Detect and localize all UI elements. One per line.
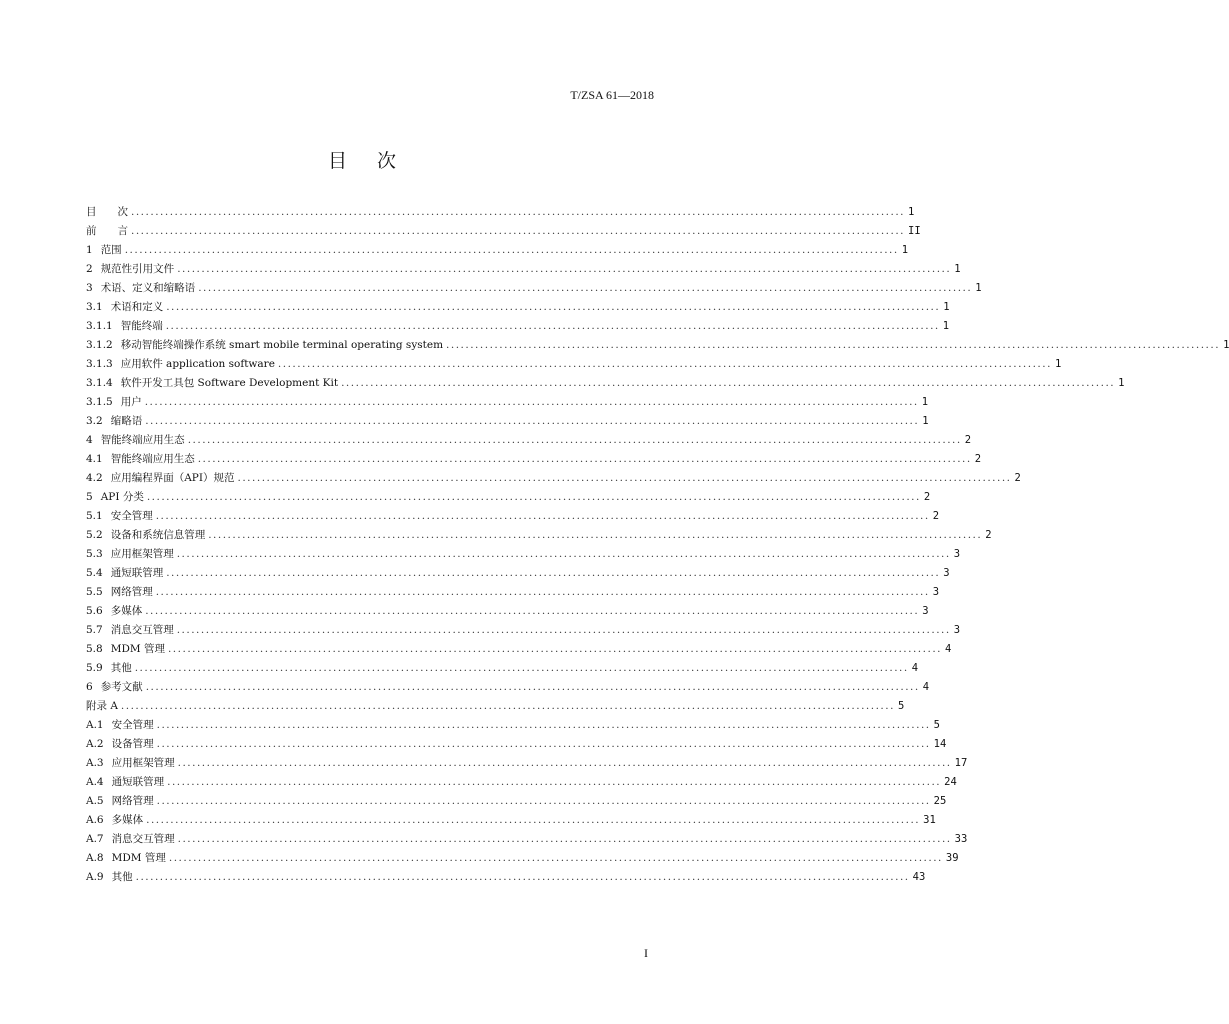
toc-entry-page: 2 xyxy=(923,491,931,503)
toc-entry-number: 3.1.4 xyxy=(86,377,113,389)
toc-entry-page: 4 xyxy=(945,643,952,655)
toc-entry-number: 5.1 xyxy=(86,510,103,522)
toc-entry-label: 应用框架管理 xyxy=(111,757,175,769)
toc-entry-page: 4 xyxy=(922,681,930,693)
toc-entry-page: 24 xyxy=(944,776,957,788)
toc-dot-leader: ................................................................................................................................................................ xyxy=(166,301,941,313)
toc-entry-page: 1 xyxy=(921,396,929,408)
toc-entry-label: 通短联管理 xyxy=(111,776,165,788)
toc-entry[interactable] xyxy=(86,260,961,279)
toc-entry-label: 规范性引用文件 xyxy=(100,263,175,275)
toc-entry-page: 1 xyxy=(943,301,950,313)
toc-entry[interactable] xyxy=(86,830,968,849)
toc-entry[interactable] xyxy=(86,355,1062,374)
toc-entry-label: 安全管理 xyxy=(110,510,153,522)
toc-entry-label: 附录 A xyxy=(86,700,118,712)
toc-entry-number: A.6 xyxy=(86,814,104,826)
toc-entry[interactable] xyxy=(86,792,947,811)
toc-entry-number: A.4 xyxy=(86,776,104,788)
toc-entry[interactable] xyxy=(86,716,940,735)
toc-entry[interactable] xyxy=(86,241,909,260)
toc-entry-label: MDM 管理 xyxy=(111,852,166,864)
toc-entry-label: 通短联管理 xyxy=(110,567,164,579)
toc-entry-number: A.1 xyxy=(86,719,104,731)
toc-entry-page: 1 xyxy=(901,244,909,256)
toc-entry-number: 3.2 xyxy=(86,415,103,427)
toc-entry[interactable] xyxy=(86,298,950,317)
toc-dot-leader: ................................................................................................................................................................ xyxy=(156,738,931,750)
toc-entry-page: 4 xyxy=(911,662,919,674)
toc-entry-page: 17 xyxy=(954,757,968,769)
toc-entry-page: 2 xyxy=(974,453,982,465)
toc-entry[interactable] xyxy=(86,469,1021,488)
toc-entry-page: 1 xyxy=(954,263,961,275)
toc-title: 目次 xyxy=(327,150,426,172)
toc-entry-page: 39 xyxy=(945,852,959,864)
toc-entry-label: 缩略语 xyxy=(110,415,143,427)
toc-dot-leader: ................................................................................................................................................................ xyxy=(277,358,1052,370)
toc-entry-page: 1 xyxy=(1223,339,1229,351)
toc-dot-leader: ................................................................................................................................................................ xyxy=(131,206,906,218)
toc-entry[interactable] xyxy=(86,374,1125,393)
toc-entry-label: 其他 xyxy=(110,662,132,674)
toc-dot-leader: ................................................................................................................................................................ xyxy=(135,871,910,883)
toc-entry-page: 3 xyxy=(922,605,929,617)
toc-entry-page: 3 xyxy=(943,567,950,579)
toc-entry[interactable] xyxy=(86,526,992,545)
toc-entry-label: 应用软件 application software xyxy=(120,358,275,370)
toc-entry-number: 5.9 xyxy=(86,662,103,674)
toc-entry[interactable] xyxy=(86,393,929,412)
toc-entry-number: 3.1.1 xyxy=(86,320,113,332)
toc-entry-number: 3.1.5 xyxy=(86,396,113,408)
toc-entry[interactable] xyxy=(86,754,968,773)
toc-dot-leader: ................................................................................................................................................................ xyxy=(146,814,921,826)
toc-dot-leader: ................................................................................................................................................................ xyxy=(446,339,1221,351)
toc-entry-page: 3 xyxy=(932,586,940,598)
toc-entry[interactable] xyxy=(86,659,919,678)
toc-entry[interactable] xyxy=(86,450,982,469)
toc-entry-label: API 分类 xyxy=(100,491,144,503)
toc-entry-page: 5 xyxy=(933,719,940,731)
toc-dot-leader: ................................................................................................................................................................ xyxy=(156,795,931,807)
toc-entry-page: 5 xyxy=(897,700,905,712)
toc-entry-label: 范围 xyxy=(100,244,122,256)
table-of-contents xyxy=(86,203,1229,887)
toc-entry-label: 网络管理 xyxy=(110,586,153,598)
toc-entry-page: 1 xyxy=(942,320,950,332)
toc-entry-label: 消息交互管理 xyxy=(111,833,175,845)
toc-entry-label: 智能终端应用生态 xyxy=(110,453,195,465)
toc-entry-number: 5.4 xyxy=(86,567,103,579)
toc-dot-leader: ................................................................................................................................................................ xyxy=(167,643,942,655)
toc-entry-page: 1 xyxy=(975,282,982,294)
toc-entry-label: 多媒体 xyxy=(110,605,143,617)
toc-entry-label: 应用框架管理 xyxy=(110,548,174,560)
toc-entry-number: A.3 xyxy=(86,757,104,769)
toc-entry-number: 1 xyxy=(86,244,93,256)
toc-entry[interactable] xyxy=(86,279,982,298)
toc-entry[interactable] xyxy=(86,811,936,830)
toc-entry[interactable] xyxy=(86,336,1229,355)
toc-entry-page: 2 xyxy=(1014,472,1021,484)
toc-entry-page: 2 xyxy=(985,529,992,541)
toc-entry[interactable] xyxy=(86,602,929,621)
toc-dot-leader: ................................................................................................................................................................ xyxy=(177,263,952,275)
toc-entry-number: 3.1.2 xyxy=(86,339,113,351)
toc-dot-leader: ................................................................................................................................................................ xyxy=(165,320,940,332)
toc-entry-label: 前 言 xyxy=(86,225,128,237)
toc-entry[interactable] xyxy=(86,412,929,431)
toc-entry-number: A.7 xyxy=(86,833,104,845)
toc-entry[interactable] xyxy=(86,317,950,336)
toc-entry[interactable] xyxy=(86,868,926,887)
toc-dot-leader: ................................................................................................................................................................ xyxy=(146,491,921,503)
page-number: I xyxy=(644,946,648,960)
toc-entry-label: 目 次 xyxy=(86,206,128,218)
toc-entry[interactable] xyxy=(86,697,905,716)
toc-entry-number: 5 xyxy=(86,491,93,503)
toc-entry-label: 其他 xyxy=(111,871,133,883)
toc-entry[interactable] xyxy=(86,507,940,526)
toc-dot-leader: ................................................................................................................................................................ xyxy=(177,757,952,769)
toc-entry[interactable] xyxy=(86,849,959,868)
toc-dot-leader: ................................................................................................................................................................ xyxy=(131,225,906,237)
toc-entry-number: 3.1 xyxy=(86,301,103,313)
toc-entry-label: 移动智能终端操作系统 smart mobile terminal operating system xyxy=(120,339,444,351)
toc-entry-number: A.9 xyxy=(86,871,104,883)
toc-entry-page: 25 xyxy=(933,795,947,807)
toc-entry-page: 2 xyxy=(932,510,940,522)
toc-entry-label: 应用编程界面（API）规范 xyxy=(110,472,235,484)
toc-dot-leader: ................................................................................................................................................................ xyxy=(197,453,972,465)
toc-entry[interactable] xyxy=(86,431,972,450)
toc-entry[interactable] xyxy=(86,545,961,564)
toc-entry-number: 5.2 xyxy=(86,529,103,541)
document-code: T/ZSA 61—2018 xyxy=(570,88,654,102)
toc-entry-number: 4.2 xyxy=(86,472,103,484)
toc-entry-label: 网络管理 xyxy=(111,795,154,807)
toc-entry-page: 2 xyxy=(964,434,972,446)
toc-entry-number: A.5 xyxy=(86,795,104,807)
toc-dot-leader: ................................................................................................................................................................ xyxy=(155,586,930,598)
toc-entry-number: 2 xyxy=(86,263,93,275)
toc-entry-number: 5.7 xyxy=(86,624,103,636)
toc-entry-label: 消息交互管理 xyxy=(110,624,174,636)
toc-dot-leader: ................................................................................................................................................................ xyxy=(155,510,930,522)
toc-dot-leader: ................................................................................................................................................................ xyxy=(176,624,951,636)
toc-entry[interactable] xyxy=(86,203,915,222)
toc-entry[interactable] xyxy=(86,222,921,241)
toc-entry-page: 1 xyxy=(922,415,929,427)
toc-dot-leader: ................................................................................................................................................................ xyxy=(237,472,1012,484)
toc-entry-label: 软件开发工具包 Software Development Kit xyxy=(120,377,339,389)
toc-entry-number: A.8 xyxy=(86,852,104,864)
toc-entry-number: 4.1 xyxy=(86,453,103,465)
toc-dot-leader: ................................................................................................................................................................ xyxy=(166,567,941,579)
toc-entry[interactable] xyxy=(86,640,952,659)
toc-entry-number: A.2 xyxy=(86,738,104,750)
toc-entry-number: 5.5 xyxy=(86,586,103,598)
toc-dot-leader: ................................................................................................................................................................ xyxy=(145,415,920,427)
toc-entry-label: 设备和系统信息管理 xyxy=(110,529,206,541)
toc-dot-leader: ................................................................................................................................................................ xyxy=(124,244,899,256)
toc-entry-label: MDM 管理 xyxy=(110,643,165,655)
toc-entry-label: 术语、定义和缩略语 xyxy=(100,282,196,294)
toc-entry-label: 设备管理 xyxy=(111,738,154,750)
toc-dot-leader: ................................................................................................................................................................ xyxy=(198,282,973,294)
toc-entry-number: 6 xyxy=(86,681,93,693)
toc-dot-leader: ................................................................................................................................................................ xyxy=(167,776,942,788)
toc-entry[interactable] xyxy=(86,621,961,640)
toc-entry-number: 3 xyxy=(86,282,93,294)
toc-entry-page: 1 xyxy=(908,206,915,218)
toc-entry-page: 1 xyxy=(1118,377,1125,389)
toc-dot-leader: ................................................................................................................................................................ xyxy=(177,833,952,845)
toc-entry-number: 5.3 xyxy=(86,548,103,560)
toc-entry[interactable] xyxy=(86,773,957,792)
toc-entry-page: 14 xyxy=(933,738,947,750)
toc-entry-page: 43 xyxy=(912,871,926,883)
toc-dot-leader: ................................................................................................................................................................ xyxy=(145,605,920,617)
toc-dot-leader: ................................................................................................................................................................ xyxy=(341,377,1116,389)
toc-entry-label: 智能终端应用生态 xyxy=(100,434,185,446)
toc-entry-number: 4 xyxy=(86,434,93,446)
toc-entry-page: 1 xyxy=(1054,358,1062,370)
toc-dot-leader: ................................................................................................................................................................ xyxy=(145,681,920,693)
toc-entry[interactable] xyxy=(86,488,931,507)
toc-entry-label: 安全管理 xyxy=(111,719,154,731)
toc-entry-number: 3.1.3 xyxy=(86,358,113,370)
toc-entry-number: 5.8 xyxy=(86,643,103,655)
toc-dot-leader: ................................................................................................................................................................ xyxy=(168,852,943,864)
toc-entry-page: 3 xyxy=(953,624,961,636)
toc-entry-label: 用户 xyxy=(120,396,142,408)
toc-entry-page: II xyxy=(908,225,921,237)
toc-dot-leader: ................................................................................................................................................................ xyxy=(120,700,895,712)
toc-entry[interactable] xyxy=(86,735,947,754)
toc-entry-label: 术语和定义 xyxy=(110,301,164,313)
toc-dot-leader: ................................................................................................................................................................ xyxy=(208,529,983,541)
toc-entry[interactable] xyxy=(86,564,950,583)
toc-dot-leader: ................................................................................................................................................................ xyxy=(176,548,951,560)
toc-entry[interactable] xyxy=(86,583,940,602)
toc-entry-label: 智能终端 xyxy=(120,320,163,332)
toc-entry-number: 5.6 xyxy=(86,605,103,617)
toc-dot-leader: ................................................................................................................................................................ xyxy=(156,719,931,731)
toc-entry[interactable] xyxy=(86,678,930,697)
toc-entry-page: 31 xyxy=(923,814,936,826)
toc-entry-label: 多媒体 xyxy=(111,814,144,826)
toc-entry-page: 3 xyxy=(953,548,961,560)
toc-dot-leader: ................................................................................................................................................................ xyxy=(134,662,909,674)
toc-dot-leader: ................................................................................................................................................................ xyxy=(187,434,962,446)
toc-entry-label: 参考文献 xyxy=(100,681,143,693)
toc-entry-page: 33 xyxy=(954,833,968,845)
toc-dot-leader: ................................................................................................................................................................ xyxy=(144,396,919,408)
